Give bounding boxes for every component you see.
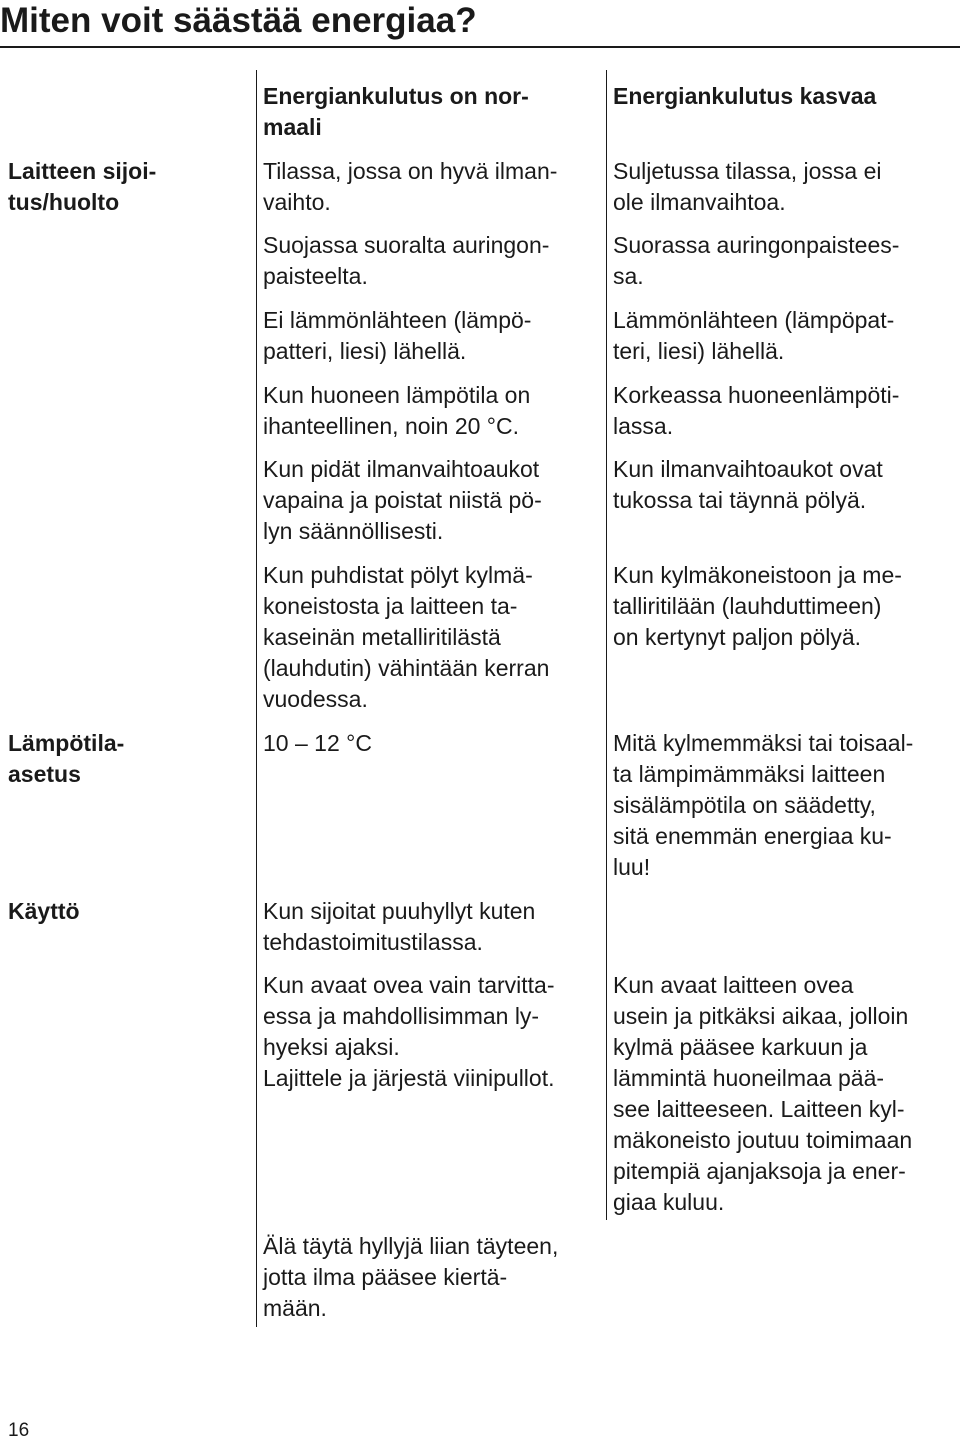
usage-increase: Kun avaat laitteen ovea usein ja pitkäksi aikaa, jolloin kylmä pääsee karkuun ja lämmintä huoneilmaa pää- see laitteeseen. Laitteen kyl- mäkoneisto joutuu toimimaan pitempiä ajanjaksoja ja ener- giaa kuluu. [613, 972, 913, 1215]
temperature-increase: Mitä kylmemmäksi tai toisaal- ta lämpimämmäksi laitteen sisälämpötila on säädetty, sitä enemmän energiaa ku- luu! [613, 730, 914, 880]
placement-normal-item: Kun huoneen lämpötila on ihanteellinen, noin 20 °C. [263, 382, 531, 439]
placement-normal-item: Suojassa suoralta auringon- paisteelta. [263, 232, 550, 289]
placement-increase-item: Lämmönlähteen (lämpöpat- teri, liesi) lähellä. [613, 307, 895, 364]
placement-normal-item: Ei lämmönlähteen (lämpö- patteri, liesi) lähellä. [263, 307, 532, 364]
placement-increase-item: Kun ilmanvaihtoaukot ovat tukossa tai täynnä pölyä. [613, 456, 883, 513]
header-increase: Energiankulutus kasvaa [613, 83, 877, 109]
page-title: Miten voit säästää energiaa? [0, 1, 477, 40]
column-divider-right [606, 70, 607, 1220]
placement-increase-item: Suorassa auringonpaistees- sa. [613, 232, 900, 289]
usage-normal-item: Kun avaat ovea vain tarvitta- essa ja mahdollisimman ly- hyeksi ajaksi. Lajittele ja järjestä viinipullot. [263, 972, 555, 1091]
placement-increase-item: Suljetussa tilassa, jossa ei ole ilmanvaihtoa. [613, 158, 882, 215]
placement-normal-item: Kun puhdistat pölyt kylmä- koneistosta ja laitteen ta- kaseinän metalliritilästä (lauhdutin) vähintään kerran vuodessa. [263, 562, 550, 712]
placement-increase-item: Korkeassa huoneenlämpöti- lassa. [613, 382, 900, 439]
row-label-usage: Käyttö [8, 898, 80, 924]
title-rule [0, 46, 960, 48]
column-divider-left [256, 70, 257, 1327]
row-label-temperature: Lämpötila- asetus [8, 730, 125, 787]
header-normal: Energiankulutus on nor- maali [263, 83, 529, 140]
placement-increase-item: Kun kylmäkoneistoon ja me- talliritilään (lauhduttimeen) on kertynyt paljon pölyä. [613, 562, 902, 650]
usage-normal-item: Kun sijoitat puuhyllyt kuten tehdastoimitustilassa. [263, 898, 536, 955]
usage-normal-item: Älä täytä hyllyjä liian täyteen, jotta ilma pääsee kiertä- mään. [263, 1233, 559, 1321]
temperature-normal: 10 – 12 °C [263, 730, 372, 756]
placement-normal-item: Tilassa, jossa on hyvä ilman- vaihto. [263, 158, 558, 215]
row-label-placement: Laitteen sijoi- tus/huolto [8, 158, 157, 215]
page-number: 16 [8, 1420, 30, 1441]
placement-normal-item: Kun pidät ilmanvaihtoaukot vapaina ja poistat niistä pö- lyn säännöllisesti. [263, 456, 542, 544]
